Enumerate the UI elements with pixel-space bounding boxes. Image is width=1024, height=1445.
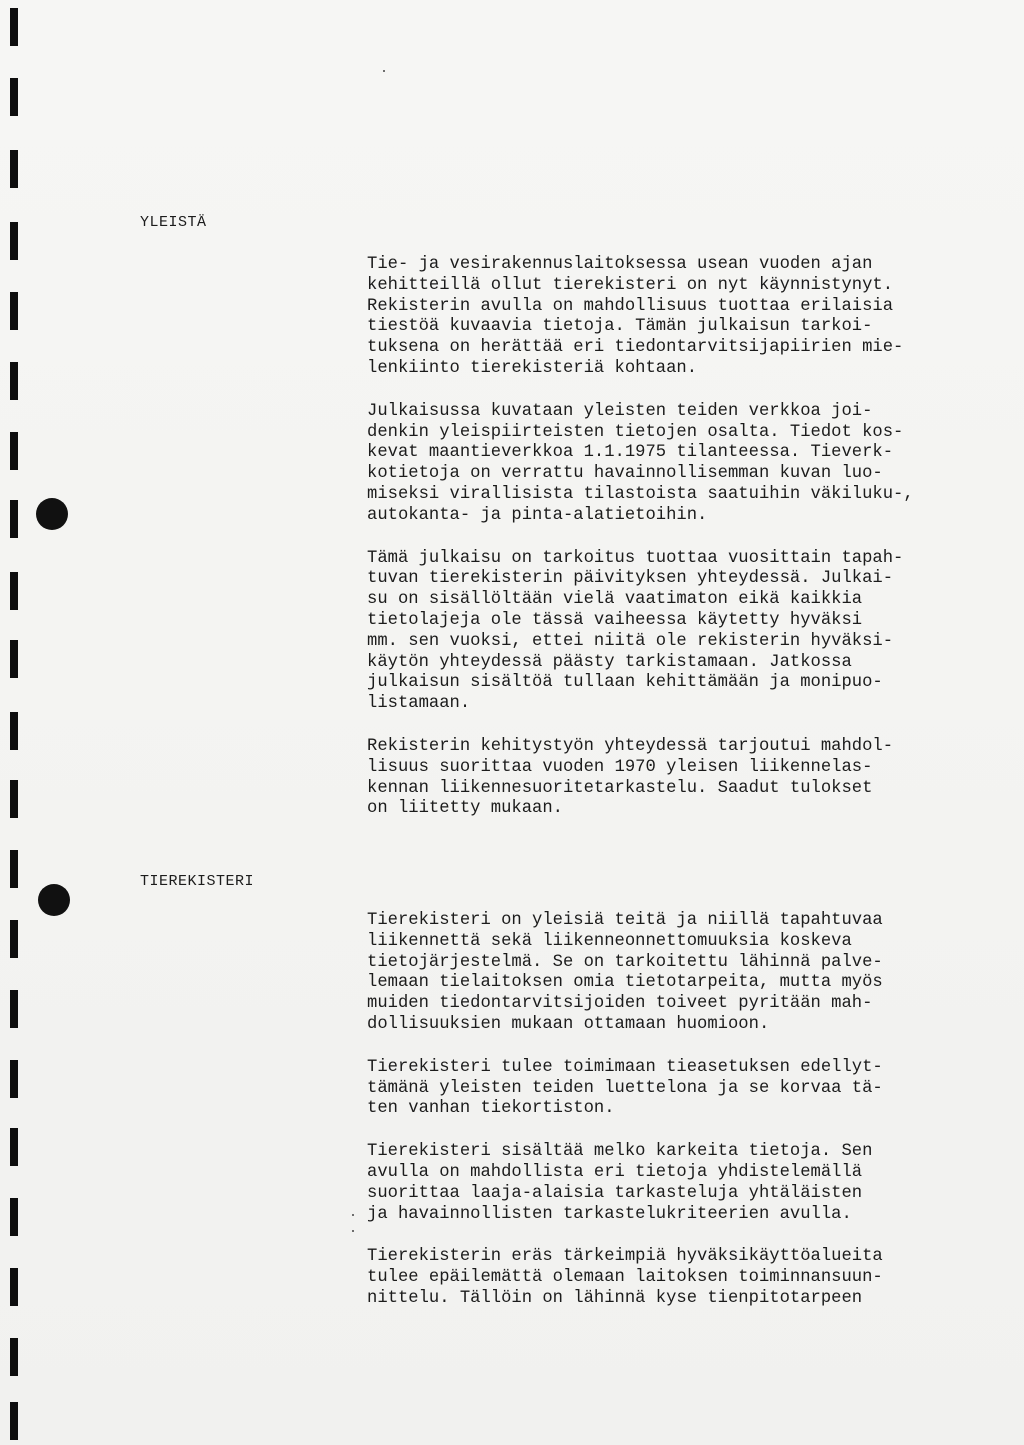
text-line: Tierekisteri sisältää melko karkeita tietoja. Sen — [367, 1142, 873, 1162]
text-line: lenkiinto tierekisteriä kohtaan. — [367, 358, 698, 378]
paragraph — [367, 737, 1017, 820]
paragraph — [367, 1058, 1017, 1120]
text-line: tuksena on herättää eri tiedontarvitsijapiirien mie- — [367, 338, 904, 358]
section-heading-yleista: YLEISTÄ — [140, 214, 207, 231]
text-line: tietolajeja ole tässä vaiheessa käytetty hyväksi — [367, 610, 863, 630]
text-line: ten vanhan tiekortiston. — [367, 1099, 615, 1119]
text-line: Rekisterin avulla on mahdollisuus tuottaa erilaisia — [367, 296, 894, 316]
text-line: kotietoja on verrattu havainnollisemman kuvan luo- — [367, 464, 883, 484]
text-line: Tierekisteri tulee toimimaan tieasetuksen edellyt- — [367, 1057, 883, 1077]
binding-mark — [10, 1128, 18, 1166]
text-line: kehitteillä ollut tierekisteri on nyt käynnistynyt. — [367, 275, 894, 295]
text-line: muiden tiedontarvitsijoiden toiveet pyritään mah- — [367, 994, 873, 1014]
paragraph — [367, 549, 1017, 715]
text-line: nittelu. Tällöin on lähinnä kyse tienpitotarpeen — [367, 1288, 863, 1308]
text-line: mm. sen vuoksi, ettei niitä ole rekisterin hyväksi- — [367, 631, 894, 651]
binding-mark — [10, 640, 18, 678]
binding-mark — [10, 920, 18, 958]
paragraph — [367, 402, 1017, 527]
text-line: tulee epäilemättä olemaan laitoksen toiminnansuun- — [367, 1268, 883, 1288]
binding-mark — [10, 780, 18, 818]
text-line: miseksi virallisista tilastoista saatuihin väkiluku-, — [367, 484, 914, 504]
text-line: Tierekisteri on yleisiä teitä ja niillä tapahtuvaa — [367, 911, 883, 930]
binding-mark — [10, 78, 18, 116]
binding-mark — [10, 572, 18, 610]
binding-mark — [10, 222, 18, 260]
text-line: käytön yhteydessä päästy tarkistamaan. Jatkossa — [367, 652, 852, 672]
binding-mark — [10, 990, 18, 1028]
paper-speck — [352, 1214, 354, 1216]
text-line: Rekisterin kehitystyön yhteydessä tarjoutui mahdol- — [367, 736, 894, 756]
text-line: Julkaisussa kuvataan yleisten teiden verkkoa joi- — [367, 401, 873, 421]
text-line: lisuus suorittaa vuoden 1970 yleisen liikennelas- — [367, 757, 873, 777]
binding-mark — [10, 8, 18, 46]
text-line: lemaan tielaitoksen omia tietotarpeita, mutta myös — [367, 973, 883, 993]
text-line: denkin yleispiirteisten tietojen osalta. Tiedot kos- — [367, 422, 904, 442]
section-body-tierekisteri — [367, 911, 1017, 1332]
punch-hole — [36, 498, 68, 530]
paragraph — [367, 911, 1017, 1036]
text-line: avulla on mahdollista eri tietoja yhdistelemällä — [367, 1162, 863, 1182]
text-line: dollisuuksien mukaan ottamaan huomioon. — [367, 1014, 770, 1034]
text-line: liikennettä sekä liikenneonnettomuuksia koskeva — [367, 931, 852, 951]
text-line: listamaan. — [367, 694, 471, 714]
paper-speck — [383, 70, 385, 72]
text-line: julkaisun sisältöä tullaan kehittämään ja monipuo- — [367, 673, 883, 693]
text-line: tietojärjestelmä. Se on tarkoitettu lähinnä palve- — [367, 952, 883, 972]
text-line: kevat maantieverkkoa 1.1.1975 tilanteessa. Tieverk- — [367, 443, 894, 463]
binding-mark — [10, 150, 18, 188]
binding-mark — [10, 850, 18, 888]
binding-mark — [10, 712, 18, 750]
paragraph — [367, 255, 1017, 380]
paragraph — [367, 1247, 1017, 1309]
section-body-yleista — [367, 255, 1017, 842]
text-line: Tie- ja vesirakennuslaitoksessa usean vuoden ajan — [367, 255, 873, 274]
binding-mark — [10, 1338, 18, 1376]
binding-mark — [10, 1060, 18, 1098]
binding-mark — [10, 432, 18, 470]
text-line: on liitetty mukaan. — [367, 799, 563, 819]
binding-mark — [10, 500, 18, 538]
paper-speck — [352, 1230, 354, 1232]
text-line: kennan liikennesuoritetarkastelu. Saadut tulokset — [367, 778, 873, 798]
paragraph — [367, 1142, 1017, 1225]
punch-hole — [38, 884, 70, 916]
text-line: tuvan tierekisterin päivityksen yhteydessä. Julkai- — [367, 569, 894, 589]
text-line: Tierekisterin eräs tärkeimpiä hyväksikäyttöalueita — [367, 1247, 883, 1267]
binding-mark — [10, 1402, 18, 1440]
text-line: Tämä julkaisu on tarkoitus tuottaa vuosittain tapah- — [367, 548, 904, 568]
binding-mark — [10, 292, 18, 330]
binding-mark — [10, 362, 18, 400]
text-line: suorittaa laaja-alaisia tarkasteluja yhtäläisten — [367, 1183, 863, 1203]
text-line: ja havainnollisten tarkastelukriteerien avulla. — [367, 1204, 852, 1224]
text-line: tämänä yleisten teiden luettelona ja se korvaa tä- — [367, 1078, 883, 1098]
text-line: autokanta- ja pinta-alatietoihin. — [367, 505, 708, 525]
text-line: tiestöä kuvaavia tietoja. Tämän julkaisun tarkoi- — [367, 317, 873, 337]
binding-mark — [10, 1198, 18, 1236]
text-line: su on sisällöltään vielä vaatimaton eikä kaikkia — [367, 590, 863, 610]
section-heading-tierekisteri: TIEREKISTERI — [140, 873, 255, 890]
binding-mark — [10, 1268, 18, 1306]
